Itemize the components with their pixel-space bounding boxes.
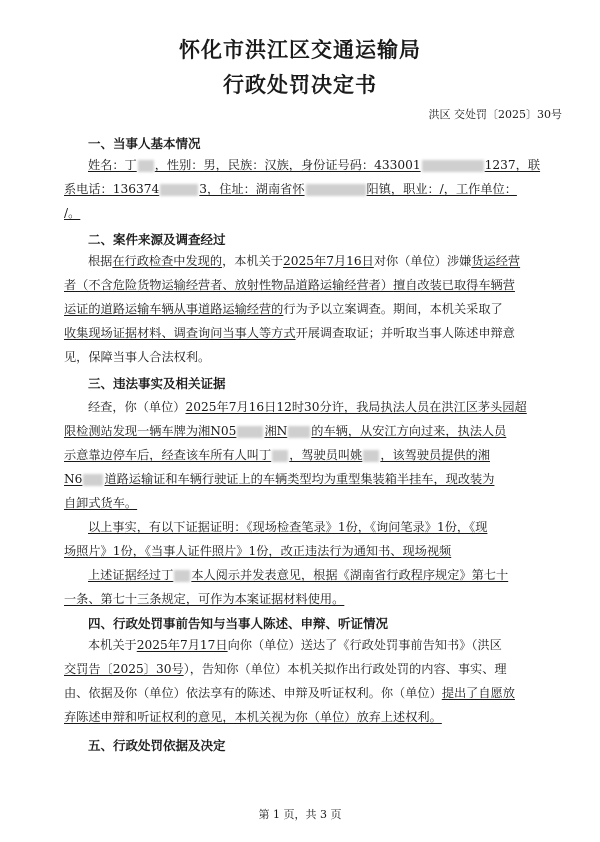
case-source-line-4: 收集现场证据材料、调查询问当事人等方式开展调查取证；并听取当事人陈述申辩意 xyxy=(64,326,515,340)
party-line-1: 姓名：丁 ，性别：男，民族：汉族，身份证号码：433001 1237，联 xyxy=(88,158,541,172)
notice-line-4: 弃陈述申辩和听证权利的意见，本机关视为你（单位）放弃上述权利。 xyxy=(64,710,442,724)
agency-title: 怀化市洪江区交通运输局 xyxy=(179,38,421,62)
redaction xyxy=(306,184,366,196)
notice-line-1: 本机关于2025年7月17日向你（单位）送达了《行政处罚事前告知书》（洪区 xyxy=(88,638,502,652)
redaction xyxy=(237,426,263,438)
redaction xyxy=(138,160,154,172)
notice-line-2: 交罚告〔2025〕30号），告知你（单位）本机关拟作出行政处罚的内容、事实、理 xyxy=(64,662,507,676)
redaction xyxy=(363,450,379,462)
case-source-line-1: 根据在行政检查中发现的，本机关于2025年7月16日对你（单位）涉嫌货运经营 xyxy=(88,254,521,268)
redaction xyxy=(174,570,190,582)
section-1-heading: 一、当事人基本情况 xyxy=(88,136,201,151)
facts-line-1: 经查，你（单位）2025年7月16日12时30分许，我局执法人员在洪江区茅头园超 xyxy=(88,400,527,414)
document-type-title: 行政处罚决定书 xyxy=(223,73,377,97)
redaction xyxy=(422,160,484,172)
facts-line-5: 自卸式货车。 xyxy=(64,496,138,510)
section-3-heading: 三、违法事实及相关证据 xyxy=(88,376,226,391)
document-number: 洪区 交处罚〔2025〕30号 xyxy=(428,108,562,121)
evidence-line-2: 场照片》1份，《当事人证件照片》1份，改正违法行为通知书、现场视频 xyxy=(64,544,452,558)
facts-line-2: 限检测站发现一辆车牌为湘N05 湘N 的车辆，从安江方向过来，执法人员 xyxy=(64,424,507,438)
page-number: 第 1 页，共 3 页 xyxy=(258,808,342,821)
redaction xyxy=(160,184,198,196)
case-source-line-2: 者（不含危险货物运输经营者、放射性物品道路运输经营者）擅自改装已取得车辆营 xyxy=(64,278,515,292)
section-5-heading: 五、行政处罚依据及决定 xyxy=(88,738,226,753)
party-line-3: /。 xyxy=(64,206,81,220)
case-source-line-3: 运证的道路运输车辆从事道路运输经营的行为予以立案调查。期间，本机关采取了 xyxy=(64,302,503,316)
evidence-review-line-1: 上述证据经过丁 本人阅示并发表意见，根据《湖南省行政程序规定》第七十 xyxy=(88,568,509,582)
case-source-line-5: 见，保障当事人合法权利。 xyxy=(64,350,211,364)
redaction xyxy=(288,426,310,438)
section-2-heading: 二、案件来源及调查经过 xyxy=(88,232,226,247)
facts-line-4: N6 道路运输证和车辆行驶证上的车辆类型均为重型集装箱半挂车，现改装为 xyxy=(64,472,495,486)
redaction xyxy=(272,450,288,462)
party-line-2: 系电话：136374 3，住址：湖南省怀 阳镇，职业：/，工作单位： xyxy=(64,182,517,196)
evidence-line-1: 以上事实，有以下证据证明：《现场检查笔录》1份，《询问笔录》1份，《现 xyxy=(88,520,488,534)
section-4-heading: 四、行政处罚事前告知与当事人陈述、申辩、听证情况 xyxy=(88,616,389,631)
redaction xyxy=(83,474,103,486)
facts-line-3: 示意靠边停车后，经查该车所有人叫丁 ，驾驶员叫姚 ，该驾驶员提供的湘 xyxy=(64,448,490,462)
evidence-review-line-2: 一条、第七十三条规定，可作为本案证据材料使用。 xyxy=(64,592,345,606)
notice-line-3: 由、依据及你（单位）依法享有的陈述、申辩及听证权利。你（单位）提出了自愿放 xyxy=(64,686,515,700)
